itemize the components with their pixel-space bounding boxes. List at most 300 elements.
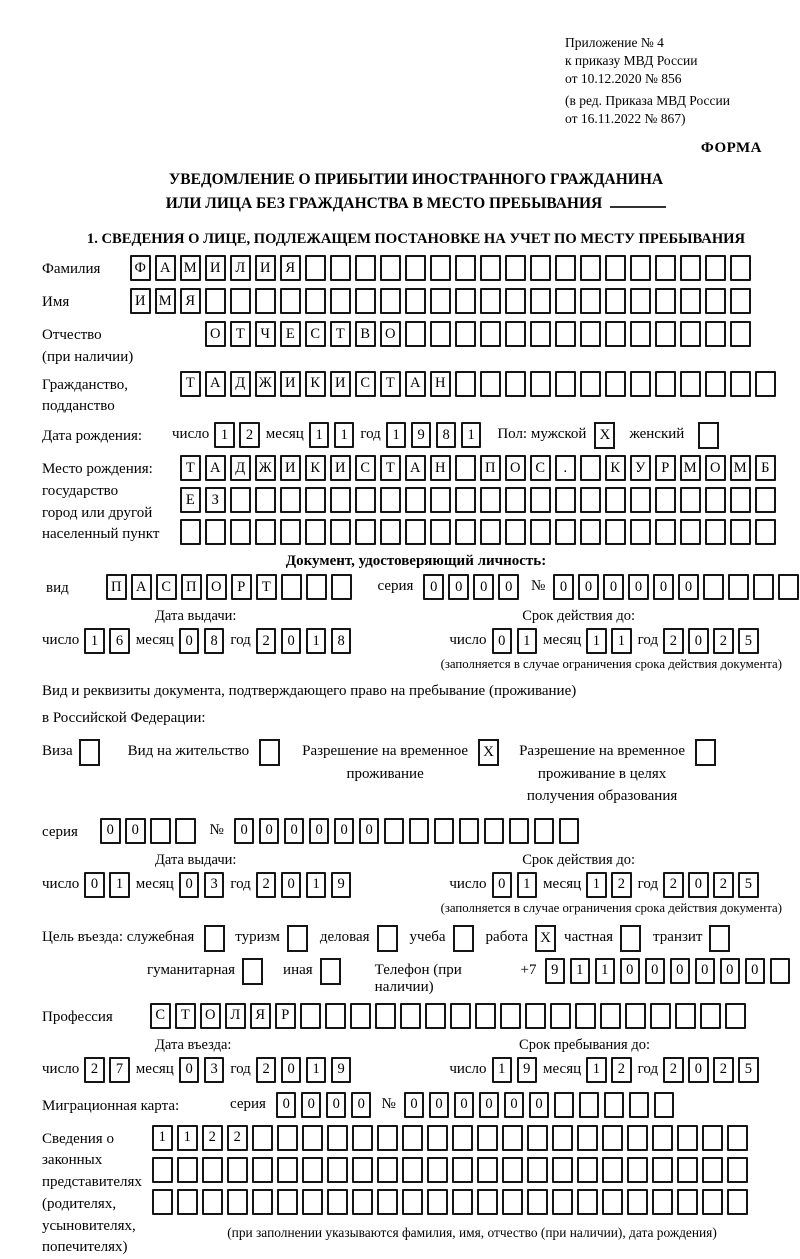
char-cell[interactable]: 0 — [404, 1092, 425, 1118]
char-cell[interactable]: Ч — [255, 321, 276, 347]
char-cell[interactable]: 0 — [620, 958, 641, 984]
char-cell[interactable] — [280, 487, 301, 513]
char-cell[interactable] — [680, 519, 701, 545]
purpose-chastnaya-checkbox[interactable] — [620, 925, 641, 952]
char-cell[interactable] — [377, 1157, 398, 1183]
char-cell[interactable]: 2 — [713, 872, 734, 898]
purpose-tranzit-checkbox[interactable] — [709, 925, 730, 952]
char-cell[interactable] — [552, 1189, 573, 1215]
char-cell[interactable]: 6 — [109, 628, 130, 654]
char-cell[interactable]: И — [330, 371, 351, 397]
purpose-ucheba-checkbox[interactable] — [453, 925, 474, 952]
char-cell[interactable]: 1 — [334, 422, 355, 448]
char-cell[interactable] — [455, 455, 476, 481]
char-cell[interactable] — [559, 818, 580, 844]
char-cell[interactable] — [527, 1157, 548, 1183]
char-cell[interactable]: Я — [250, 1003, 271, 1029]
char-cell[interactable] — [534, 818, 555, 844]
char-cell[interactable]: А — [131, 574, 152, 600]
char-cell[interactable] — [330, 255, 351, 281]
char-cell[interactable] — [755, 371, 776, 397]
char-cell[interactable] — [480, 288, 501, 314]
char-cell[interactable]: 1 — [586, 872, 607, 898]
char-cell[interactable] — [459, 818, 480, 844]
char-cell[interactable] — [402, 1189, 423, 1215]
char-cell[interactable] — [252, 1157, 273, 1183]
char-cell[interactable] — [727, 1125, 748, 1151]
char-cell[interactable]: К — [305, 371, 326, 397]
char-cell[interactable]: 0 — [179, 628, 200, 654]
char-cell[interactable]: 1 — [306, 628, 327, 654]
char-cell[interactable] — [630, 255, 651, 281]
char-cell[interactable]: 0 — [645, 958, 666, 984]
char-cell[interactable]: 2 — [611, 1057, 632, 1083]
char-cell[interactable] — [755, 487, 776, 513]
char-cell[interactable]: О — [380, 321, 401, 347]
char-cell[interactable] — [730, 288, 751, 314]
char-cell[interactable]: Н — [430, 371, 451, 397]
char-cell[interactable] — [680, 321, 701, 347]
option-visa-checkbox[interactable] — [79, 739, 100, 766]
char-cell[interactable] — [480, 487, 501, 513]
char-cell[interactable]: 1 — [611, 628, 632, 654]
char-cell[interactable]: 0 — [234, 818, 255, 844]
char-cell[interactable] — [352, 1189, 373, 1215]
char-cell[interactable]: 0 — [423, 574, 444, 600]
char-cell[interactable] — [629, 1092, 650, 1118]
char-cell[interactable] — [755, 519, 776, 545]
char-cell[interactable] — [277, 1189, 298, 1215]
char-cell[interactable] — [652, 1157, 673, 1183]
char-cell[interactable] — [430, 519, 451, 545]
char-cell[interactable]: 9 — [331, 872, 352, 898]
char-cell[interactable] — [352, 1125, 373, 1151]
char-cell[interactable] — [730, 487, 751, 513]
char-cell[interactable] — [700, 1003, 721, 1029]
char-cell[interactable]: 0 — [448, 574, 469, 600]
char-cell[interactable]: Д — [230, 455, 251, 481]
char-cell[interactable] — [355, 255, 376, 281]
char-cell[interactable] — [577, 1125, 598, 1151]
char-cell[interactable] — [705, 519, 726, 545]
char-cell[interactable] — [205, 288, 226, 314]
char-cell[interactable]: 0 — [670, 958, 691, 984]
char-cell[interactable]: М — [730, 455, 751, 481]
char-cell[interactable] — [505, 321, 526, 347]
char-cell[interactable] — [331, 574, 352, 600]
char-cell[interactable]: 0 — [492, 628, 513, 654]
char-cell[interactable]: А — [205, 455, 226, 481]
char-cell[interactable] — [727, 1157, 748, 1183]
char-cell[interactable]: Д — [230, 371, 251, 397]
char-cell[interactable]: 0 — [745, 958, 766, 984]
char-cell[interactable]: Ж — [255, 371, 276, 397]
char-cell[interactable]: 1 — [570, 958, 591, 984]
char-cell[interactable] — [705, 255, 726, 281]
char-cell[interactable] — [730, 321, 751, 347]
sex-female-checkbox[interactable] — [698, 422, 719, 449]
char-cell[interactable]: 2 — [663, 1057, 684, 1083]
char-cell[interactable]: Ф — [130, 255, 151, 281]
char-cell[interactable] — [605, 255, 626, 281]
char-cell[interactable]: Б — [755, 455, 776, 481]
char-cell[interactable] — [305, 288, 326, 314]
char-cell[interactable]: 2 — [713, 1057, 734, 1083]
char-cell[interactable] — [277, 1157, 298, 1183]
char-cell[interactable] — [330, 519, 351, 545]
char-cell[interactable] — [505, 288, 526, 314]
char-cell[interactable] — [753, 574, 774, 600]
char-cell[interactable]: И — [130, 288, 151, 314]
char-cell[interactable]: 2 — [239, 422, 260, 448]
char-cell[interactable] — [355, 519, 376, 545]
char-cell[interactable] — [655, 519, 676, 545]
char-cell[interactable] — [527, 1189, 548, 1215]
char-cell[interactable] — [580, 255, 601, 281]
char-cell[interactable] — [675, 1003, 696, 1029]
char-cell[interactable] — [550, 1003, 571, 1029]
char-cell[interactable]: 2 — [256, 1057, 277, 1083]
char-cell[interactable] — [530, 487, 551, 513]
char-cell[interactable] — [680, 255, 701, 281]
char-cell[interactable] — [480, 321, 501, 347]
char-cell[interactable] — [230, 288, 251, 314]
char-cell[interactable] — [505, 487, 526, 513]
char-cell[interactable] — [655, 255, 676, 281]
char-cell[interactable] — [455, 255, 476, 281]
char-cell[interactable] — [580, 321, 601, 347]
char-cell[interactable] — [277, 1125, 298, 1151]
char-cell[interactable]: 0 — [276, 1092, 297, 1118]
char-cell[interactable] — [530, 371, 551, 397]
char-cell[interactable]: 9 — [517, 1057, 538, 1083]
char-cell[interactable]: Т — [180, 455, 201, 481]
char-cell[interactable] — [305, 487, 326, 513]
char-cell[interactable] — [175, 818, 196, 844]
char-cell[interactable]: М — [155, 288, 176, 314]
char-cell[interactable]: 2 — [227, 1125, 248, 1151]
char-cell[interactable] — [605, 321, 626, 347]
char-cell[interactable] — [605, 519, 626, 545]
char-cell[interactable] — [770, 958, 791, 984]
char-cell[interactable]: 0 — [578, 574, 599, 600]
char-cell[interactable]: 0 — [553, 574, 574, 600]
char-cell[interactable] — [604, 1092, 625, 1118]
char-cell[interactable] — [480, 255, 501, 281]
char-cell[interactable] — [202, 1189, 223, 1215]
char-cell[interactable]: 0 — [603, 574, 624, 600]
char-cell[interactable] — [530, 519, 551, 545]
char-cell[interactable]: 0 — [678, 574, 699, 600]
char-cell[interactable] — [452, 1125, 473, 1151]
char-cell[interactable]: 0 — [334, 818, 355, 844]
char-cell[interactable] — [705, 487, 726, 513]
char-cell[interactable]: К — [305, 455, 326, 481]
char-cell[interactable]: 0 — [498, 574, 519, 600]
char-cell[interactable]: 0 — [492, 872, 513, 898]
char-cell[interactable] — [455, 371, 476, 397]
char-cell[interactable]: 0 — [359, 818, 380, 844]
char-cell[interactable]: Л — [230, 255, 251, 281]
char-cell[interactable] — [327, 1157, 348, 1183]
char-cell[interactable] — [355, 288, 376, 314]
char-cell[interactable] — [580, 487, 601, 513]
char-cell[interactable]: 2 — [256, 628, 277, 654]
char-cell[interactable]: 0 — [179, 872, 200, 898]
char-cell[interactable] — [475, 1003, 496, 1029]
char-cell[interactable] — [602, 1157, 623, 1183]
char-cell[interactable] — [580, 455, 601, 481]
char-cell[interactable] — [502, 1189, 523, 1215]
char-cell[interactable] — [302, 1157, 323, 1183]
char-cell[interactable] — [305, 519, 326, 545]
char-cell[interactable] — [625, 1003, 646, 1029]
char-cell[interactable] — [300, 1003, 321, 1029]
char-cell[interactable] — [380, 288, 401, 314]
char-cell[interactable] — [655, 487, 676, 513]
char-cell[interactable]: 0 — [281, 628, 302, 654]
char-cell[interactable]: Я — [280, 255, 301, 281]
char-cell[interactable] — [705, 321, 726, 347]
char-cell[interactable] — [605, 288, 626, 314]
char-cell[interactable]: И — [255, 255, 276, 281]
char-cell[interactable] — [630, 519, 651, 545]
char-cell[interactable] — [505, 255, 526, 281]
char-cell[interactable] — [730, 255, 751, 281]
char-cell[interactable] — [455, 288, 476, 314]
char-cell[interactable]: 1 — [586, 628, 607, 654]
char-cell[interactable] — [502, 1125, 523, 1151]
char-cell[interactable]: М — [680, 455, 701, 481]
char-cell[interactable] — [177, 1189, 198, 1215]
char-cell[interactable] — [330, 288, 351, 314]
char-cell[interactable]: 2 — [663, 872, 684, 898]
char-cell[interactable] — [280, 519, 301, 545]
char-cell[interactable] — [152, 1189, 173, 1215]
char-cell[interactable] — [480, 371, 501, 397]
char-cell[interactable]: 1 — [306, 872, 327, 898]
char-cell[interactable] — [605, 487, 626, 513]
purpose-rabota-checkbox[interactable]: X — [535, 925, 556, 952]
char-cell[interactable]: 0 — [504, 1092, 525, 1118]
char-cell[interactable] — [652, 1125, 673, 1151]
char-cell[interactable] — [355, 487, 376, 513]
char-cell[interactable] — [627, 1125, 648, 1151]
char-cell[interactable]: С — [355, 455, 376, 481]
option-residence-permit-checkbox[interactable] — [259, 739, 280, 766]
char-cell[interactable]: 1 — [586, 1057, 607, 1083]
char-cell[interactable] — [600, 1003, 621, 1029]
char-cell[interactable]: 3 — [204, 1057, 225, 1083]
purpose-turizm-checkbox[interactable] — [287, 925, 308, 952]
char-cell[interactable]: Н — [430, 455, 451, 481]
char-cell[interactable]: С — [150, 1003, 171, 1029]
char-cell[interactable]: 1 — [309, 422, 330, 448]
char-cell[interactable] — [180, 519, 201, 545]
char-cell[interactable]: 0 — [653, 574, 674, 600]
char-cell[interactable] — [505, 371, 526, 397]
char-cell[interactable] — [727, 1189, 748, 1215]
char-cell[interactable] — [430, 321, 451, 347]
char-cell[interactable] — [402, 1157, 423, 1183]
char-cell[interactable] — [252, 1189, 273, 1215]
char-cell[interactable]: 0 — [281, 1057, 302, 1083]
char-cell[interactable]: 2 — [256, 872, 277, 898]
char-cell[interactable] — [477, 1189, 498, 1215]
char-cell[interactable] — [778, 574, 799, 600]
char-cell[interactable] — [434, 818, 455, 844]
char-cell[interactable]: А — [405, 455, 426, 481]
char-cell[interactable] — [452, 1157, 473, 1183]
char-cell[interactable] — [655, 371, 676, 397]
char-cell[interactable]: 1 — [306, 1057, 327, 1083]
char-cell[interactable]: 0 — [309, 818, 330, 844]
purpose-gumanitarnaya-checkbox[interactable] — [242, 958, 263, 985]
char-cell[interactable]: Т — [256, 574, 277, 600]
char-cell[interactable] — [280, 288, 301, 314]
char-cell[interactable] — [380, 255, 401, 281]
char-cell[interactable]: 0 — [326, 1092, 347, 1118]
char-cell[interactable]: С — [530, 455, 551, 481]
char-cell[interactable] — [405, 288, 426, 314]
char-cell[interactable] — [425, 1003, 446, 1029]
char-cell[interactable]: 0 — [100, 818, 121, 844]
char-cell[interactable] — [677, 1189, 698, 1215]
char-cell[interactable]: 2 — [611, 872, 632, 898]
char-cell[interactable] — [400, 1003, 421, 1029]
char-cell[interactable] — [405, 487, 426, 513]
char-cell[interactable] — [352, 1157, 373, 1183]
char-cell[interactable] — [552, 1157, 573, 1183]
char-cell[interactable]: 0 — [529, 1092, 550, 1118]
char-cell[interactable]: 0 — [259, 818, 280, 844]
char-cell[interactable]: 9 — [331, 1057, 352, 1083]
char-cell[interactable] — [302, 1189, 323, 1215]
char-cell[interactable] — [630, 371, 651, 397]
char-cell[interactable] — [730, 519, 751, 545]
char-cell[interactable] — [380, 519, 401, 545]
char-cell[interactable] — [455, 519, 476, 545]
char-cell[interactable] — [655, 321, 676, 347]
char-cell[interactable]: Е — [180, 487, 201, 513]
char-cell[interactable]: 1 — [517, 872, 538, 898]
char-cell[interactable]: К — [605, 455, 626, 481]
char-cell[interactable] — [525, 1003, 546, 1029]
char-cell[interactable] — [230, 487, 251, 513]
char-cell[interactable]: 2 — [663, 628, 684, 654]
char-cell[interactable]: О — [200, 1003, 221, 1029]
char-cell[interactable]: 1 — [386, 422, 407, 448]
char-cell[interactable]: 0 — [179, 1057, 200, 1083]
char-cell[interactable]: 0 — [695, 958, 716, 984]
char-cell[interactable] — [680, 288, 701, 314]
char-cell[interactable]: 7 — [109, 1057, 130, 1083]
char-cell[interactable] — [450, 1003, 471, 1029]
char-cell[interactable] — [527, 1125, 548, 1151]
char-cell[interactable] — [427, 1189, 448, 1215]
char-cell[interactable]: 8 — [331, 628, 352, 654]
char-cell[interactable] — [380, 487, 401, 513]
char-cell[interactable] — [455, 321, 476, 347]
char-cell[interactable] — [227, 1157, 248, 1183]
purpose-sluzhebnaya-checkbox[interactable] — [204, 925, 225, 952]
char-cell[interactable]: 0 — [688, 628, 709, 654]
char-cell[interactable]: П — [106, 574, 127, 600]
char-cell[interactable]: И — [280, 371, 301, 397]
char-cell[interactable] — [530, 255, 551, 281]
char-cell[interactable] — [325, 1003, 346, 1029]
char-cell[interactable] — [650, 1003, 671, 1029]
char-cell[interactable]: О — [206, 574, 227, 600]
char-cell[interactable] — [705, 371, 726, 397]
char-cell[interactable]: 1 — [595, 958, 616, 984]
char-cell[interactable]: 3 — [204, 872, 225, 898]
char-cell[interactable]: 1 — [492, 1057, 513, 1083]
char-cell[interactable]: 0 — [688, 1057, 709, 1083]
char-cell[interactable] — [627, 1189, 648, 1215]
char-cell[interactable] — [580, 371, 601, 397]
char-cell[interactable]: Т — [180, 371, 201, 397]
char-cell[interactable] — [555, 321, 576, 347]
char-cell[interactable]: . — [555, 455, 576, 481]
char-cell[interactable] — [477, 1125, 498, 1151]
char-cell[interactable] — [377, 1189, 398, 1215]
char-cell[interactable] — [330, 487, 351, 513]
char-cell[interactable] — [405, 255, 426, 281]
char-cell[interactable]: 0 — [429, 1092, 450, 1118]
char-cell[interactable]: 5 — [738, 628, 759, 654]
char-cell[interactable]: 5 — [738, 1057, 759, 1083]
char-cell[interactable] — [728, 574, 749, 600]
char-cell[interactable] — [555, 371, 576, 397]
char-cell[interactable]: 1 — [152, 1125, 173, 1151]
char-cell[interactable]: Р — [275, 1003, 296, 1029]
char-cell[interactable] — [530, 288, 551, 314]
char-cell[interactable]: Т — [330, 321, 351, 347]
char-cell[interactable] — [705, 288, 726, 314]
char-cell[interactable]: 9 — [545, 958, 566, 984]
char-cell[interactable] — [480, 519, 501, 545]
char-cell[interactable] — [409, 818, 430, 844]
char-cell[interactable]: О — [505, 455, 526, 481]
char-cell[interactable]: Т — [380, 371, 401, 397]
char-cell[interactable] — [430, 288, 451, 314]
sex-male-checkbox[interactable]: X — [594, 422, 615, 449]
char-cell[interactable]: С — [305, 321, 326, 347]
char-cell[interactable] — [350, 1003, 371, 1029]
char-cell[interactable] — [427, 1125, 448, 1151]
char-cell[interactable]: 0 — [281, 872, 302, 898]
char-cell[interactable]: 2 — [84, 1057, 105, 1083]
char-cell[interactable]: 0 — [351, 1092, 372, 1118]
char-cell[interactable]: С — [156, 574, 177, 600]
char-cell[interactable] — [252, 1125, 273, 1151]
char-cell[interactable]: И — [280, 455, 301, 481]
char-cell[interactable] — [230, 519, 251, 545]
purpose-inaya-checkbox[interactable] — [320, 958, 341, 985]
char-cell[interactable] — [152, 1157, 173, 1183]
char-cell[interactable]: 2 — [713, 628, 734, 654]
char-cell[interactable] — [384, 818, 405, 844]
char-cell[interactable]: Т — [230, 321, 251, 347]
char-cell[interactable]: Л — [225, 1003, 246, 1029]
char-cell[interactable] — [327, 1189, 348, 1215]
char-cell[interactable] — [577, 1157, 598, 1183]
char-cell[interactable] — [627, 1157, 648, 1183]
char-cell[interactable]: Т — [380, 455, 401, 481]
char-cell[interactable] — [227, 1189, 248, 1215]
char-cell[interactable] — [305, 255, 326, 281]
